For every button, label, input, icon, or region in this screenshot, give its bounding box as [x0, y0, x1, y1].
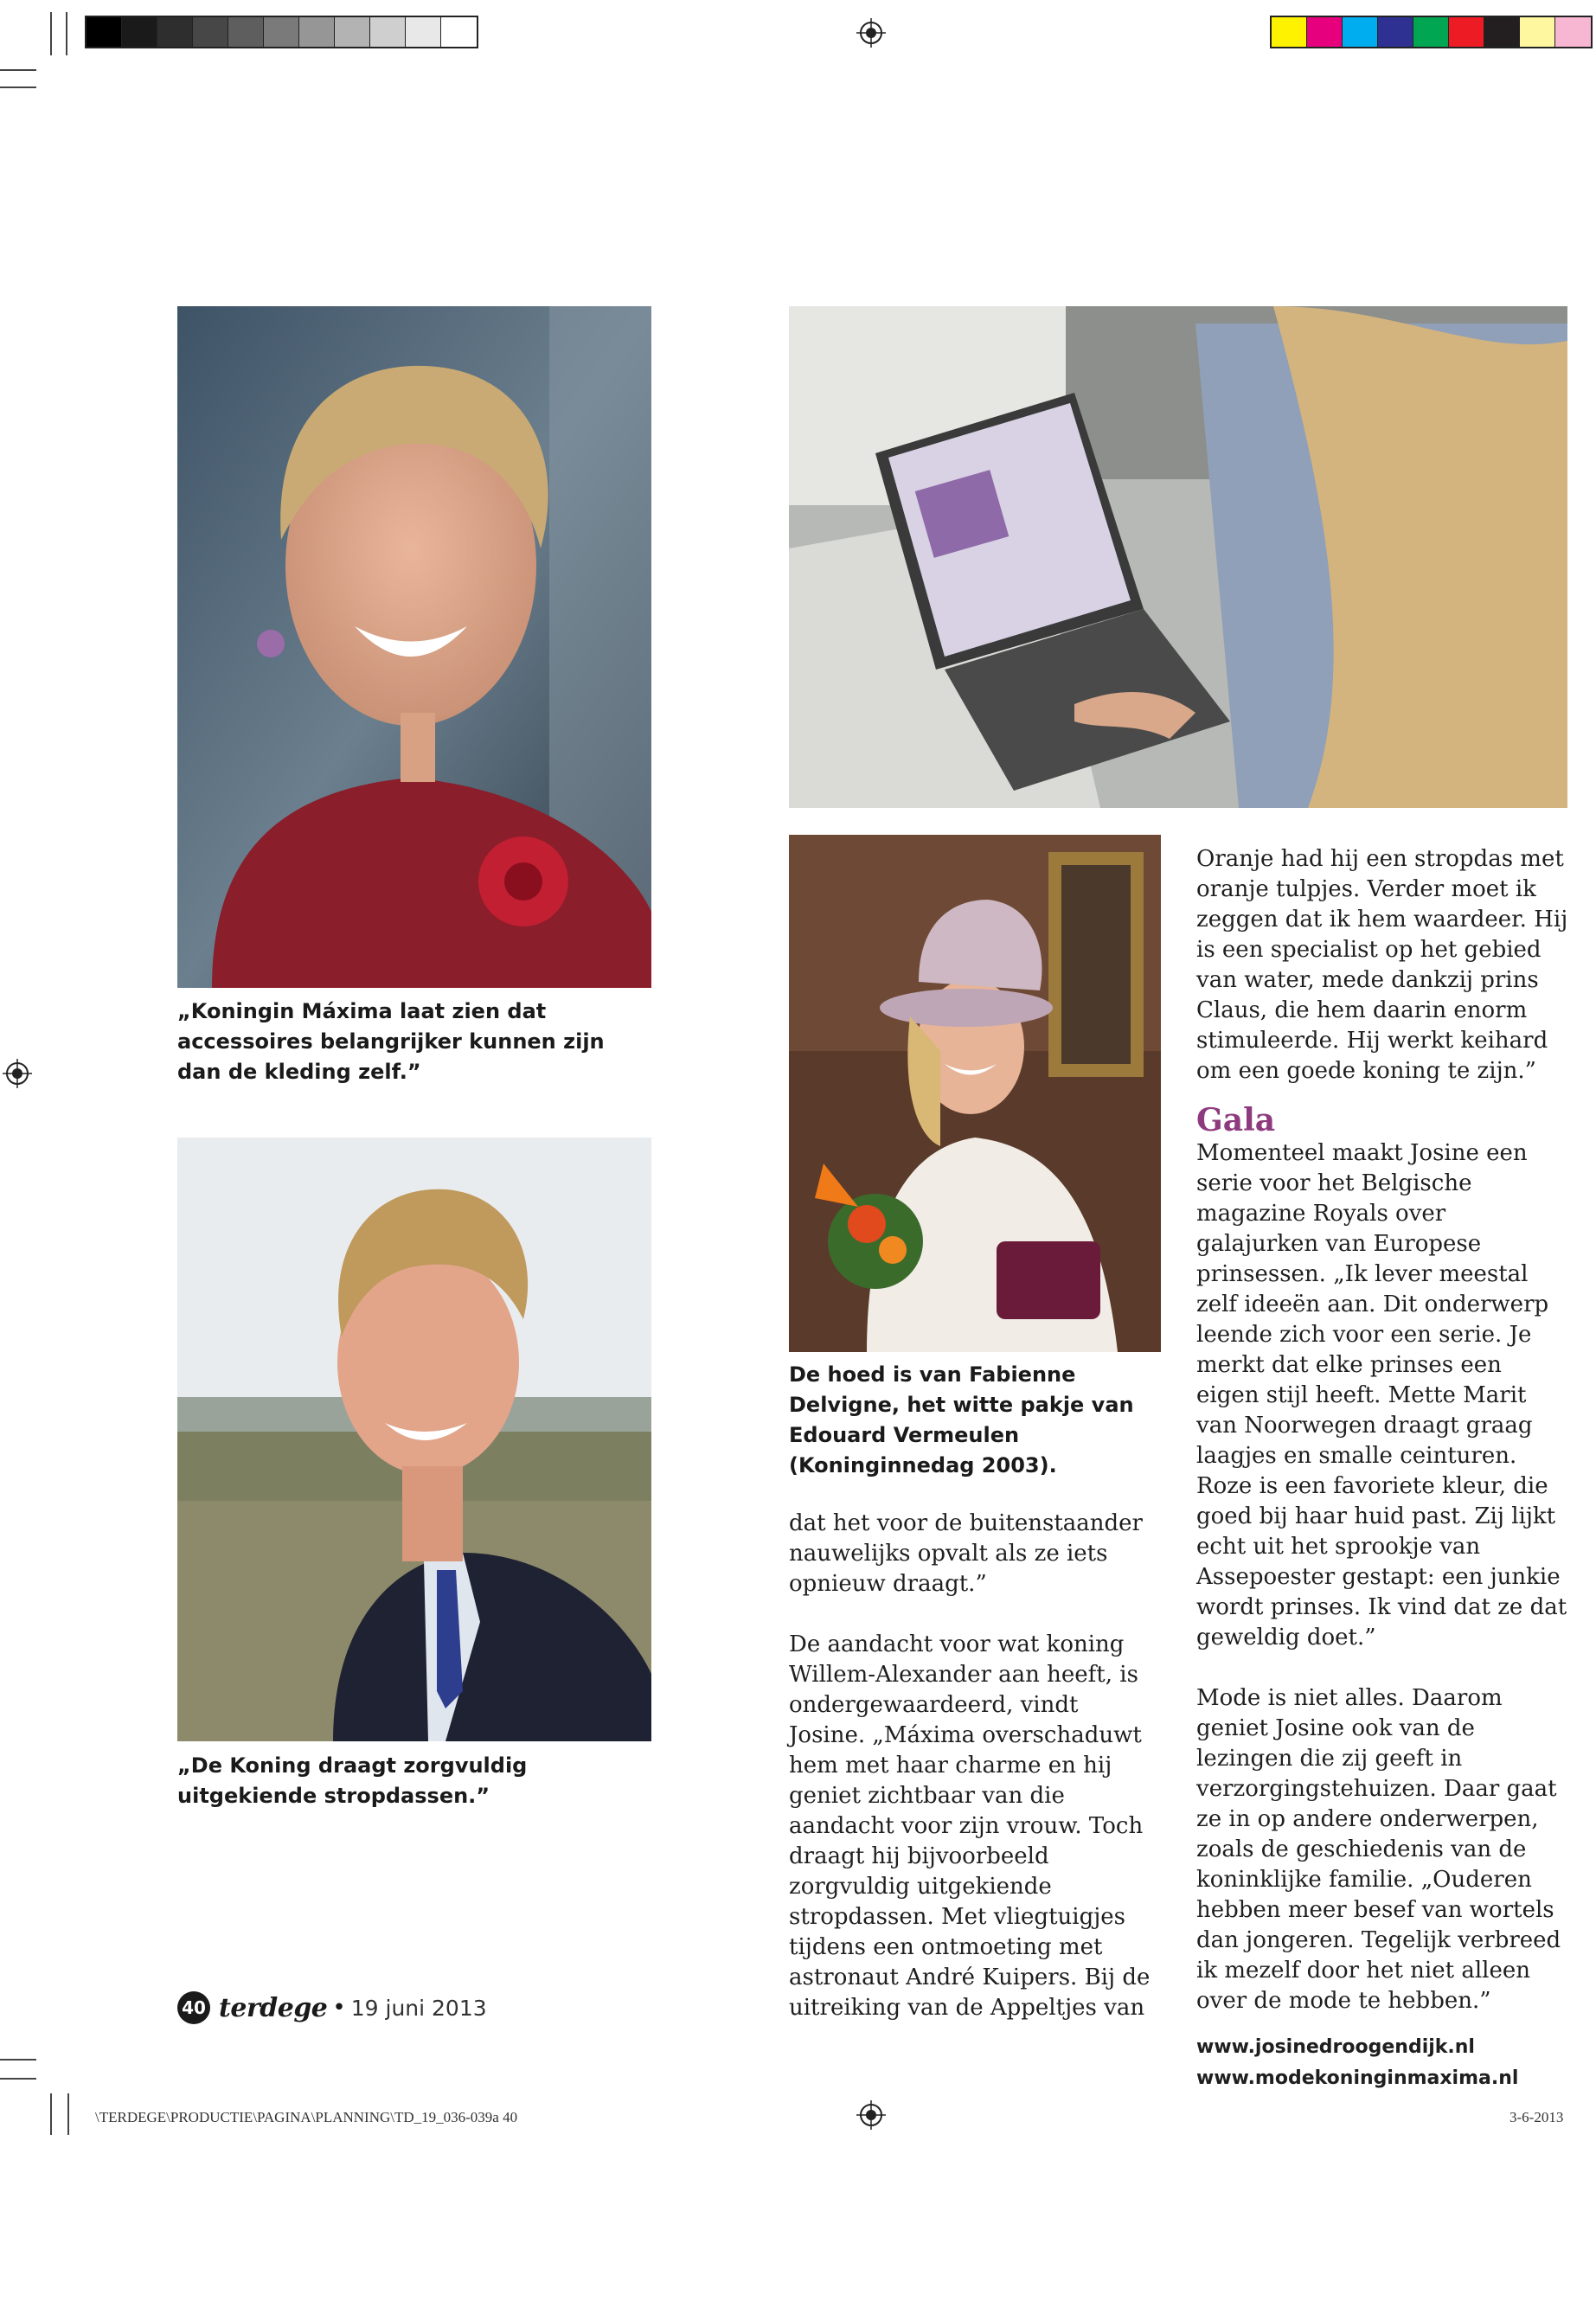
- paragraph: dat het voor de buitenstaander nauwelijks opvalt als ze iets opnieuw draagt.”: [789, 1510, 1143, 1597]
- black-swatch: [1484, 17, 1520, 47]
- website-link-modekoningin[interactable]: www.modekoninginmaxima.nl: [1196, 2067, 1519, 2089]
- article-column-middle: [789, 1509, 1161, 2023]
- magenta-swatch: [1307, 17, 1343, 47]
- photo-woman-with-laptop: [789, 306, 1567, 808]
- pink-swatch: [1555, 17, 1591, 47]
- issue-date: 19 juni 2013: [350, 1995, 487, 2021]
- gray-swatch: [299, 17, 335, 47]
- paragraph: Mode is niet alles. Daarom geniet Josine ook van de lezingen die zij geeft in verzorgingstehuizen. Daar gaat ze in op andere onderwerpen, zoals de geschiedenis van de koninklijke familie. „Ouderen hebben meer besef van wortels dan jongeren. Tegelijk verbreed ik mezelf door het niet alleen over de mode te hebben.”: [1196, 1685, 1561, 2014]
- process-color-bar: [1270, 16, 1593, 48]
- crop-mark: [50, 2093, 52, 2135]
- gray-swatch: [157, 17, 193, 47]
- crop-mark: [0, 2078, 36, 2080]
- gray-swatch: [122, 17, 157, 47]
- gray-swatch: [406, 17, 441, 47]
- crop-mark: [0, 87, 36, 88]
- crop-mark: [50, 12, 52, 55]
- paragraph: Momenteel maakt Josine een serie voor het Belgische magazine Royals over galajurken van Europese prinsessen. „Ik lever meestal zelf ideeën aan. Dit onderwerp leende zich voor een serie. Je merkt dat elke prinses een eigen stijl heeft. Mette Marit van Noorwegen draagt graag laagjes en smalle ceinturen. Roze is een favoriete kleur, die goed bij haar huid past. Zij lijkt echt uit het sprookje van Assepoester gestapt: een junkie wordt prinses. Ik vind dat ze dat geweldig doet.”: [1196, 1140, 1567, 1650]
- gray-swatch: [335, 17, 370, 47]
- caption-koning: „De Koning draagt zorgvuldig uitgekiende stropdassen.”: [177, 1753, 528, 1808]
- yellow-swatch: [1272, 17, 1307, 47]
- website-links: [1196, 2032, 1570, 2094]
- gray-swatch: [370, 17, 406, 47]
- crop-mark: [67, 2093, 69, 2135]
- paragraph: Oranje had hij een stropdas met oranje tulpjes. Verder moet ik zeggen dat ik hem waardeer. Hij is een specialist op het gebied van water, mede dankzij prins Claus, die hem daarin enorm stimuleerde. Hij werkt keihard om een goede koning te zijn.”: [1196, 846, 1568, 1084]
- paragraph: De aandacht voor wat koning Willem-Alexander aan heeft, is ondergewaardeerd, vindt Josine. „Máxima overschaduwt hem met haar charme en hij geniet zichtbaar van die aandacht voor zijn vrouw. Toch draagt hij bijvoorbeeld zorgvuldig uitgekiende stropdassen. Met vliegtuigjes tijdens een ontmoeting met astronaut André Kuipers. Bij de uitreiking van de Appeltjes van: [789, 1631, 1151, 2021]
- gray-swatch: [87, 17, 122, 47]
- caption-hoed: De hoed is van Fabienne Delvigne, het witte pakje van Edouard Vermeulen (Koninginnedag 2003).: [789, 1362, 1134, 1477]
- website-link-josine[interactable]: www.josinedroogendijk.nl: [1196, 2036, 1475, 2058]
- caption-maxima: „Koningin Máxima laat zien dat accessoires belangrijker kunnen zijn dan de kleding zelf.”: [177, 999, 605, 1084]
- page-footer: [177, 1990, 487, 2026]
- registration-mark-icon: [856, 18, 886, 48]
- blue-swatch: [1378, 17, 1413, 47]
- gray-swatch: [228, 17, 264, 47]
- footer-separator: •: [332, 1995, 346, 2021]
- grayscale-color-bar: [85, 16, 478, 48]
- photo-maxima-hat-koninginnedag: [789, 835, 1161, 1352]
- red-swatch: [1449, 17, 1484, 47]
- magazine-logo: terdege: [219, 1992, 328, 2023]
- gray-swatch: [264, 17, 299, 47]
- gray-swatch: [193, 17, 228, 47]
- gray-swatch: [441, 17, 477, 47]
- registration-mark-icon: [856, 2100, 886, 2130]
- green-swatch: [1413, 17, 1449, 47]
- subheading-gala: Gala: [1196, 1102, 1276, 1138]
- crop-mark: [66, 12, 67, 55]
- photo-king-willem-alexander: [177, 1138, 651, 1741]
- article-column-right: [1196, 844, 1570, 2094]
- cyan-swatch: [1343, 17, 1378, 47]
- crop-mark: [0, 2059, 36, 2061]
- registration-mark-icon: [3, 1059, 32, 1088]
- light-yellow-swatch: [1520, 17, 1555, 47]
- print-slug-date: 3-6-2013: [1509, 2109, 1564, 2125]
- print-slug-path: \TERDEGE\PRODUCTIE\PAGINA\PLANNING\TD_19_036-039a 40: [95, 2109, 518, 2125]
- photo-queen-maxima-portrait: [177, 306, 651, 988]
- page-number-badge: 40: [177, 1991, 210, 2024]
- crop-mark: [0, 69, 36, 71]
